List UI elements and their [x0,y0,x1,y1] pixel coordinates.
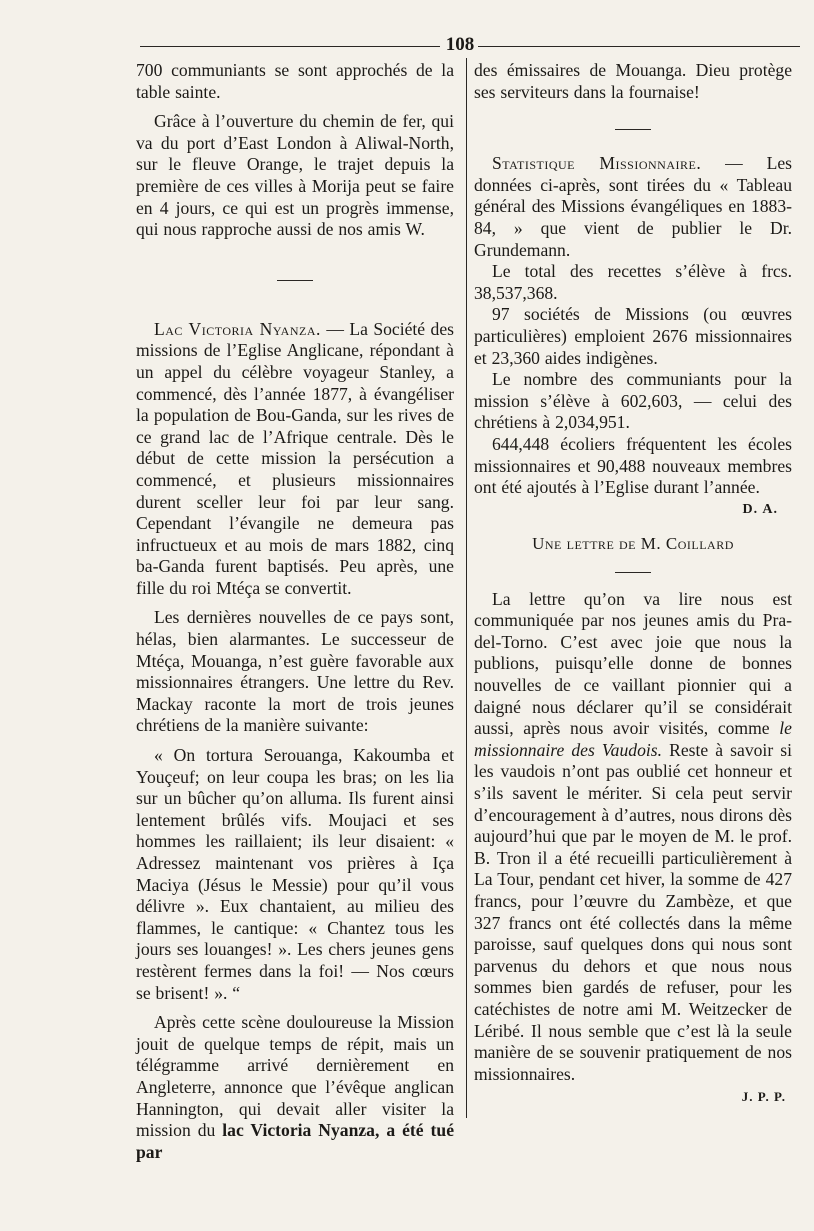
right-paragraph-recettes: Le total des recettes s’élève à frcs. 38,537,368. [474,261,792,303]
lettre-text-a: La lettre qu’on va lire nous est communiquée par nos jeunes amis du Pra-del-Torno. C’est avec joie que nous la publions, puisqu’elle donne de bonnes nouvelles de ce vaillant pionnier qui a daigné nous déclarer qu’il se considérait aussi, après nous avoir visités, comme [474,588,792,739]
hannington-text: Après cette scène douloureuse la Mission jouit de quelque temps de répit, mais un télégramme arrivé dernièrement en Angleterre, annonce que l’évêque anglican Hannington, qui devait aller visiter la mission du [136,1012,454,1141]
signature-da: D. A. [742,501,778,517]
right-paragraph-statistique [474,153,792,261]
lettre-text-b: Reste à savoir si les vaudois n’ont pas oublié cet honneur et s’ils savent le mériter. Si cela peut servir d’encouragement à d’autres, nous dirons dès aujourd’hui que par le moyen de M. le prof. B. Tron il a été recueilli particulièrement à La Tour, pendant cet hiver, la somme de 427 francs, pour l’œuvre du Zambèze, et que 327 francs ont été collectés dans la même paroisse, sauf quelques dons qui nous sont parvenus du dehors et que nous nous sommes bien gardés de refuser, pour les catéchistes de notre ami M. Weitzecker de Léribé. Il nous semble que c’est là la seule manière de se souvenir pratiquement de nos missionnaires. [474,739,792,1084]
column-divider [466,58,467,1118]
right-paragraph-ecoliers [474,433,792,517]
page-number: 108 [445,34,475,55]
left-paragraph-communiants: 700 communiants se sont approchés de la table sainte. [136,60,454,102]
hannington-bold-text: lac Victoria Nyanza, a été tué par [136,1120,454,1162]
lac-victoria-text: — La Société des missions de l’Eglise Anglicane, répondant à un appel du célèbre voyageur Stanley, a commencé, dès l’année 1877, à évangéliser la population de Bou-Ganda, sur les rives de ce grand lac de l’Afrique centrale. Dès le début de cette mission la persécution a commencé, et plusieurs missionnaires durent sceller leur foi par leur sang. Cependant l’évangile ne demeura pas infructueux et au mois de mars 1882, cinq ba-Ganda furent baptisés. Peu après, une fille du roi Mtéça se convertit. [136,318,454,598]
right-paragraph-lettre [474,589,792,1086]
left-separator-1 [136,269,454,291]
right-column [474,60,792,1105]
right-paragraph-emissaires: des émissaires de Mouanga. Dieu protège ses serviteurs dans la fournaise! [474,60,792,102]
left-column [136,60,454,1163]
header-rule-right [478,46,800,47]
right-separator-1 [474,117,792,139]
right-separator-2 [474,561,792,583]
right-paragraph-communiants: Le nombre des communiants pour la mission s’élève à 602,603, — celui des chrétiens à 2,034,951. [474,369,792,433]
left-paragraph-nouvelles: Les dernières nouvelles de ce pays sont, hélas, bien alarmantes. Le successeur de Mtéça, Mouanga, n’est guère favorable aux missionnaires étrangers. Une lettre du Rev. Mackay raconte la mort de trois jeunes chrétiens de la manière suivante: [136,607,454,736]
page-header [140,34,800,56]
lettre-emphasis: le missionnaire des Vaudois. [474,718,792,760]
statistique-heading: Statistique Missionnaire. [492,153,702,174]
left-paragraph-lac-victoria [136,319,454,600]
header-rule-left [140,46,440,47]
left-paragraph-quotation: « On tortura Serouanga, Kakoumba et Youçeuf; on leur coupa les bras; on les lia sur un bûcher qu’on alluma. Ils furent ainsi lentement brûlés vifs. Moujaci et ses hommes les raillaient; ils leur disaient: « Adressez maintenant vos prières à Iça Maciya (Jésus le Messie) pour qu’il vous délivre ». Eux chantaient, au milieu des flammes, le cantique: « Chantez tous les jours ses louanges! ». Les chers jeunes gens restèrent fermes dans la foi! — Nos cœurs se brisent! ». “ [136,745,454,1003]
left-paragraph-hannington [136,1012,454,1163]
letter-title: Une lettre de M. Coillard [532,533,734,553]
statistique-text: — Les données ci-après, sont tirées du « Tableau général des Missions évangéliques en 1883-84, » que vient de publier le Dr. Grundemann. [474,153,792,260]
left-paragraph-railway: Grâce à l’ouverture du chemin de fer, qui va du port d’East London à Aliwal-North, sur le fleuve Orange, le trajet depuis la première de ces villes à Morija peut se faire en 4 jours, ce qui est un progrès immense, qui nous rapproche aussi de nos amis W. [136,111,454,240]
right-paragraph-societes: 97 sociétés de Missions (ou œuvres particulières) emploient 2676 missionnaires et 23,360 aides indigènes. [474,304,792,368]
signature-jpp: J. P. P. [741,1089,786,1105]
lac-victoria-heading: Lac Victoria Nyanza. [154,318,321,339]
ecoliers-text: 644,448 écoliers fréquentent les écoles missionnaires et 90,488 nouveaux membres ont été ajoutés à l’Eglise durant l’année. [474,433,792,498]
